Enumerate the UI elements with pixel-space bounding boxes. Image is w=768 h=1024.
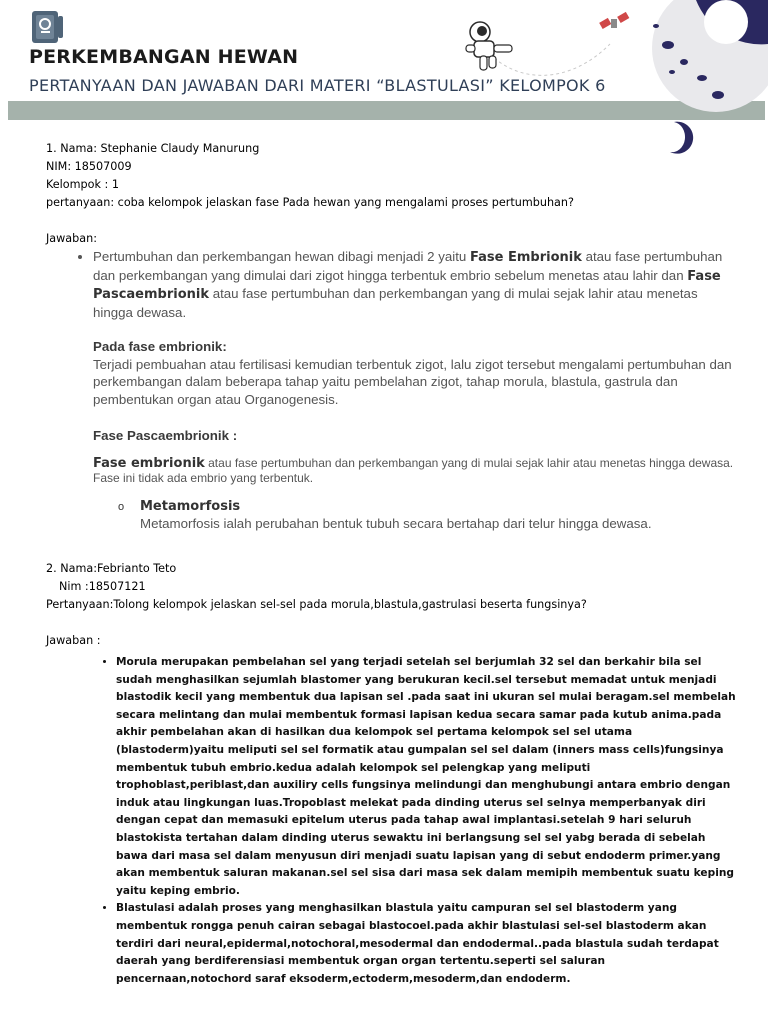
document-icon — [30, 10, 66, 48]
answer-text: atau fase pertumbuhan dan perkembangan yang di mulai sejak lahir atau menetas hingga dewasa. — [93, 286, 698, 320]
fase-pascaembrionik-term: Fase Pascaembrionik — [93, 268, 721, 302]
document-body — [46, 140, 736, 988]
fase-embrionik-term: Fase Embrionik — [470, 250, 582, 265]
q1-kelompok: Kelompok : 1 — [46, 178, 119, 191]
q1-nim: NIM: 18507009 — [46, 160, 132, 173]
embrionik-text: Terjadi pembuahan atau fertilisasi kemudian terbentuk zigot, lalu zigot tersebut mengalami pertumbuhan dan perkembangan dalam beberapa tahap yaitu pembelahan zigot, tahap morula, blastula, gastrula dan pembentukan organ atau Organogenesis. — [93, 356, 732, 407]
q2-nim: Nim :18507121 — [59, 580, 146, 593]
sub-bullet: o — [118, 500, 125, 513]
moon-icon — [636, 0, 768, 159]
q2-nama: 2. Nama:Febrianto Teto — [46, 562, 177, 575]
satellite-icon — [598, 10, 630, 44]
answer-text: atau fase pertumbuhan dan perkembangan yang dimulai dari zigot hingga terbentuk embrio sebelum menetas atau lahir dan — [93, 249, 723, 283]
document-header — [0, 0, 768, 125]
pasca-description: atau fase pertumbuhan dan perkembangan yang di mulai sejak lahir atau menetas hingga dewasa. Fase ini tidak ada embrio yang terbentuk. — [93, 455, 734, 485]
metamorfosis-heading: Metamorfosis — [140, 498, 241, 514]
list-item: • Morula merupakan pembelahan sel yang terjadi setelah sel berjumlah 32 sel dan berkahir bila sel sudah menghasilkan sejumlah blastomer yang berukuran kecil.sel tersebut memadat untuk menjadi blastodik kecil yang membentuk dua lapisan sel .pada saat ini ukuran sel mulai beragam.sel membelah secara melintang dan mulai membentuk formasi lapisan kedua secara samar pada kutub anima.pada akhir pembelahan akan di hasilkan dua kelompok sel pertama kelompok sel sel utama (blastoderm)yaitu meliputi sel sel formatik atau gumpalan sel sel dalam (inners mass cells)fungsinya membentuk tubuh embrio.kedua adalah kelompok sel pelengkap yang meliputi trophoblast,periblast,dan auxiliry cells fungsinya melindungi dan menghubungi antara embrio dengan induk atau lingkungan luas.Tropoblast melekat pada dinding uterus sel selnya memperbanyak diri dengan cepat dan memasuki epitelum uterus pada tahap awal implantasi.setelah 9 hari seluruh blastokista tertahan dalam dinding uterus sewaktu ini berlangsung sel sel yabg berada di sebelah bawa dari masa sel dalam menyusun diri menjadi suatu lapisan yang di sebut endoderm primer.yang akan membentuk saluran makanan.sel sel sisa dari masa sek dalam memipih membentuk suatu keping yaitu keping embrio. — [116, 654, 736, 900]
q2-jawaban-label: Jawaban : — [46, 634, 101, 647]
answer-text: Pertumbuhan dan perkembangan hewan dibagi menjadi 2 yaitu — [93, 249, 471, 264]
q1-answer-list — [46, 248, 736, 532]
list-item — [93, 248, 736, 532]
q1-sublist — [93, 498, 736, 533]
fase-embrionik-term: Fase embrionik — [93, 455, 205, 471]
embrionik-heading: Pada fase embrionik: — [93, 339, 227, 354]
q1-pertanyaan: pertanyaan: coba kelompok jelaskan fase Pada hewan yang mengalami proses pertumbuhan? — [46, 196, 574, 209]
q1-jawaban-label: Jawaban: — [46, 232, 97, 245]
q1-nama: 1. Nama: Stephanie Claudy Manurung — [46, 142, 260, 155]
list-item: • Blastulasi adalah proses yang menghasilkan blastula yaitu campuran sel sel blastoderm yang membentuk rongga penuh cairan sebagai blastocoel.pada akhir blastulasi sel-sel blastoderm akan terdiri dari neural,epidermal,notochoral,mesodermal dan endodermal..pada blastula sudah terdapat daerah yang berdiferensiasi membentuk organ organ tertentu.seperti sel saluran pencernaan,notochord saraf eksoderm,ectoderm,mesoderm,dan endoderm. — [116, 900, 736, 988]
q2-pertanyaan: Pertanyaan:Tolong kelompok jelaskan sel-sel pada morula,blastula,gastrulasi beserta fungsinya? — [46, 598, 587, 611]
pascaembrionik-text — [93, 456, 736, 486]
pascaembrionik-heading: Fase Pascaembrionik : — [93, 428, 238, 443]
metamorfosis-text: Metamorfosis ialah perubahan bentuk tubuh secara bertahap dari telur hingga dewasa. — [140, 516, 652, 531]
document-subtitle: PERTANYAAN DAN JAWABAN DARI MATERI “BLASTULASI” KELOMPOK 6 — [29, 76, 606, 95]
q2-answer-list — [46, 654, 736, 988]
document-title: PERKEMBANGAN HEWAN — [29, 46, 299, 68]
list-item — [118, 498, 736, 533]
